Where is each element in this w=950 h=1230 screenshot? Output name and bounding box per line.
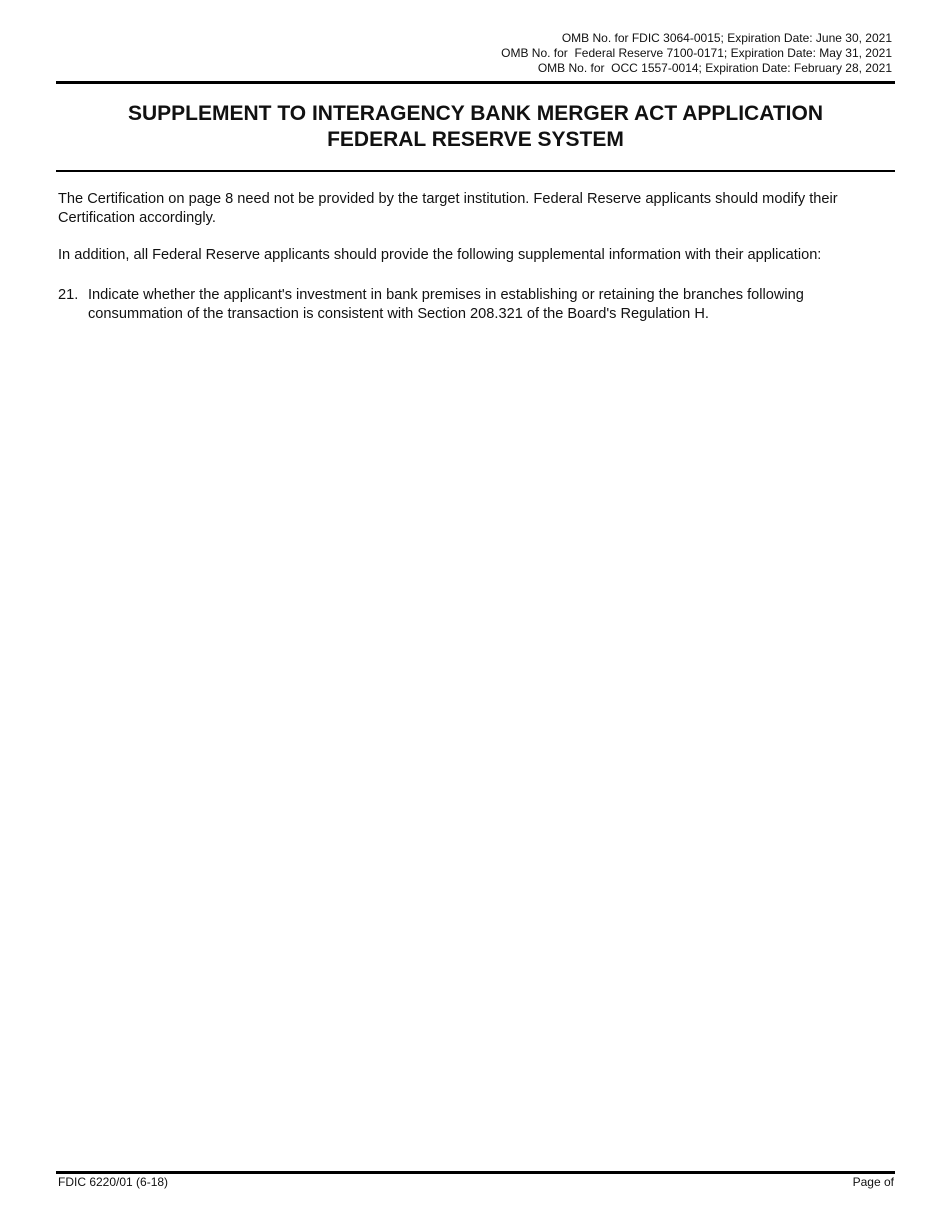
omb-line-occ: OMB No. for OCC 1557-0014; Expiration Date: February 28, 2021 — [537, 61, 892, 75]
omb-line-federal-reserve: OMB No. for Federal Reserve 7100-0171; Expiration Date: May 31, 2021 — [501, 46, 892, 60]
omb-info-block — [501, 31, 892, 76]
header-divider — [56, 81, 895, 84]
omb-line-fdic: OMB No. for FDIC 3064-0015; Expiration Date: June 30, 2021 — [561, 31, 892, 45]
page-title — [56, 101, 895, 153]
certification-paragraph: The Certification on page 8 need not be provided by the target institution. Federal Reserve applicants should modify their Certification accordingly. — [58, 191, 838, 226]
title-line-1: SUPPLEMENT TO INTERAGENCY BANK MERGER ACT APPLICATION — [128, 102, 823, 125]
item-text: Indicate whether the applicant's investment in bank premises in establishing or retaining the branches following consummation of the transaction is consistent with Section 208.321 of the Board's Regulation H. — [88, 287, 804, 322]
footer-divider — [56, 1171, 895, 1174]
title-divider — [56, 170, 895, 172]
item-number: 21. — [58, 287, 79, 303]
list-item — [58, 286, 898, 324]
page-number: Page of — [852, 1175, 894, 1189]
form-identifier: FDIC 6220/01 (6-18) — [58, 1175, 169, 1189]
title-line-2: FEDERAL RESERVE SYSTEM — [327, 128, 624, 151]
supplemental-intro-paragraph: In addition, all Federal Reserve applicants should provide the following supplemental information with their application: — [58, 247, 822, 263]
